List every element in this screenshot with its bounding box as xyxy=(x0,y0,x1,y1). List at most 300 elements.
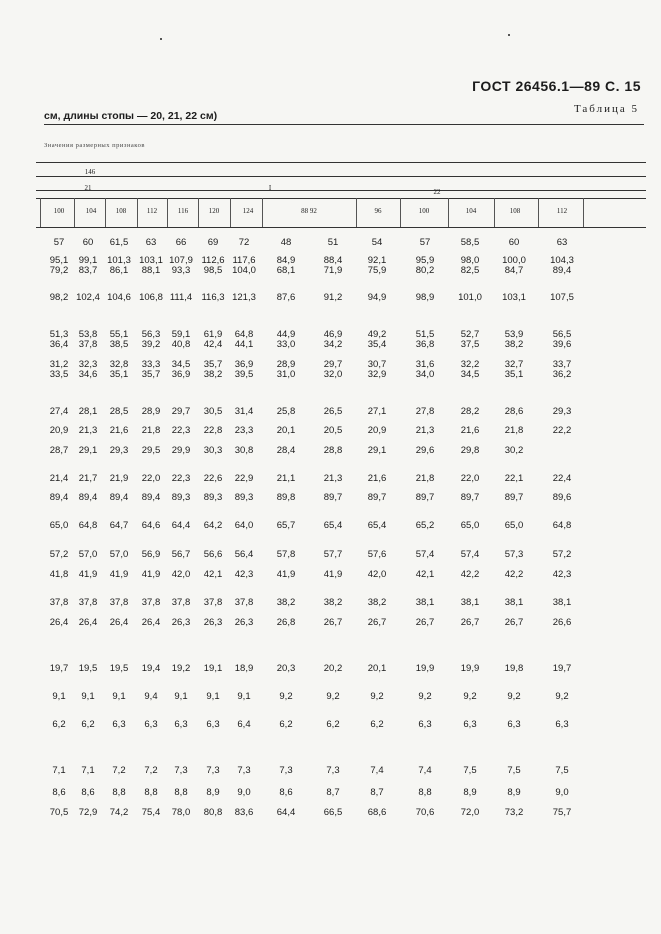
table-cell: 21,9 xyxy=(109,473,129,484)
column-divider xyxy=(74,198,75,227)
table-cell: 25,8 xyxy=(276,406,296,417)
group-label-22: 22 xyxy=(433,188,441,196)
table-cell: 7,5 xyxy=(555,765,569,776)
table-cell: 98,2 xyxy=(49,292,69,303)
table-cell: 75,4 xyxy=(141,807,161,818)
table-cell: 36,9 39,5 xyxy=(234,359,254,380)
table-cell: 57,4 xyxy=(460,549,480,560)
table-cell: 57,6 xyxy=(367,549,387,560)
table-cell: 74,2 xyxy=(109,807,129,818)
table-cell: 6,3 xyxy=(418,719,432,730)
table-cell: 70,5 xyxy=(49,807,69,818)
table-cell: 8,7 xyxy=(326,787,340,798)
column-header: 112 xyxy=(556,207,568,215)
table-cell: 26,7 xyxy=(367,617,387,628)
table-cell: 19,1 xyxy=(203,663,223,674)
table-cell: 28,9 31,0 xyxy=(276,359,296,380)
table-cell: 51,5 36,8 xyxy=(415,329,435,350)
table-cell: 89,4 xyxy=(109,492,129,503)
table-cell: 32,2 34,5 xyxy=(460,359,480,380)
table-cell: 21,3 xyxy=(415,425,435,436)
table-cell: 20,2 xyxy=(323,663,343,674)
table-cell: 38,2 xyxy=(367,597,387,608)
table-cell: 66,5 xyxy=(323,807,343,818)
table-cell: 21,8 xyxy=(504,425,524,436)
table-cell: 29,1 xyxy=(78,445,98,456)
table-cell: 38,1 xyxy=(552,597,572,608)
table-cell: 56,4 xyxy=(234,549,254,560)
column-divider xyxy=(167,198,168,227)
table-cell: 53,8 37,8 xyxy=(78,329,98,350)
table-cell: 7,3 xyxy=(279,765,293,776)
table-cell: 9,4 xyxy=(144,691,158,702)
table-cell: 56,5 39,6 xyxy=(552,329,572,350)
column-divider xyxy=(538,198,539,227)
table-cell: 8,9 xyxy=(507,787,521,798)
table-cell: 42,0 xyxy=(367,569,387,580)
table-cell: 26,7 xyxy=(504,617,524,628)
column-header: 88 92 xyxy=(301,207,317,215)
table-cell: 89,7 xyxy=(323,492,343,503)
table-cell: 6,3 xyxy=(555,719,569,730)
table-cell: 117,6 104,0 xyxy=(232,255,256,276)
table-cell: 26,3 xyxy=(203,617,223,628)
table-cell: 8,8 xyxy=(112,787,126,798)
table-cell: 69 xyxy=(207,237,219,248)
table-cell: 57,4 xyxy=(415,549,435,560)
table-cell: 30,8 xyxy=(234,445,254,456)
table-cell: 9,1 xyxy=(237,691,251,702)
column-divider xyxy=(137,198,138,227)
table-cell: 64,4 xyxy=(276,807,296,818)
table-cell: 80,8 xyxy=(203,807,223,818)
table-cell: 7,5 xyxy=(507,765,521,776)
table-cell: 6,3 xyxy=(463,719,477,730)
table-cell: 75,7 xyxy=(552,807,572,818)
table-cell: 42,3 xyxy=(234,569,254,580)
table-cell: 19,7 xyxy=(552,663,572,674)
table-cell: 57 xyxy=(419,237,431,248)
table-cell: 89,4 xyxy=(141,492,161,503)
table-cell: 6,2 xyxy=(52,719,66,730)
table-cell: 42,1 xyxy=(415,569,435,580)
table-cell: 65,4 xyxy=(367,520,387,531)
table-cell: 89,4 xyxy=(49,492,69,503)
table-cell: 65,0 xyxy=(49,520,69,531)
table-cell: 28,6 xyxy=(504,406,524,417)
table-cell: 64,8 44,1 xyxy=(234,329,254,350)
table-cell: 116,3 xyxy=(201,292,225,303)
table-cell: 111,4 xyxy=(169,292,193,303)
table-cell: 60 xyxy=(508,237,520,248)
table-cell: 6,2 xyxy=(326,719,340,730)
table-cell: 28,7 xyxy=(49,445,69,456)
table-cell: 57,0 xyxy=(109,549,129,560)
table-cell: 30,3 xyxy=(203,445,223,456)
column-header: 104 xyxy=(465,207,477,215)
table-cell: 21,6 xyxy=(460,425,480,436)
table-cell: 20,1 xyxy=(276,425,296,436)
table-cell: 41,9 xyxy=(109,569,129,580)
table-cell: 26,4 xyxy=(49,617,69,628)
table-cell: 41,8 xyxy=(49,569,69,580)
table-cell: 20,9 xyxy=(367,425,387,436)
table-cell: 66 xyxy=(175,237,187,248)
table-cell: 29,5 xyxy=(141,445,161,456)
table-cell: 30,2 xyxy=(504,445,524,456)
table-cell: 21,3 xyxy=(323,473,343,484)
column-header: 100 xyxy=(53,207,65,215)
table-cell: 6,3 xyxy=(144,719,158,730)
table-cell: 31,4 xyxy=(234,406,254,417)
table-cell: 65,0 xyxy=(504,520,524,531)
table-cell: 57,3 xyxy=(504,549,524,560)
table-cell: 107,9 93,3 xyxy=(169,255,193,276)
table-cell: 100,0 84,7 xyxy=(502,255,526,276)
table-cell: 26,7 xyxy=(415,617,435,628)
group-top-label: 146 xyxy=(84,168,96,176)
column-header: 104 xyxy=(85,207,97,215)
table-cell: 26,8 xyxy=(276,617,296,628)
table-cell: 22,4 xyxy=(552,473,572,484)
table-cell: 63 xyxy=(145,237,157,248)
table-cell: 91,2 xyxy=(323,292,343,303)
table-cell: 7,1 xyxy=(81,765,95,776)
table-cell: 22,0 xyxy=(460,473,480,484)
table-cell: 7,3 xyxy=(174,765,188,776)
table-cell: 8,9 xyxy=(206,787,220,798)
table-cell: 37,8 xyxy=(141,597,161,608)
table-cell: 21,7 xyxy=(78,473,98,484)
table-cell: 8,9 xyxy=(463,787,477,798)
table-cell: 59,1 40,8 xyxy=(171,329,191,350)
table-cell: 37,8 xyxy=(234,597,254,608)
table-cell: 65,2 xyxy=(415,520,435,531)
table-cell: 57,8 xyxy=(276,549,296,560)
table-cell: 104,6 xyxy=(107,292,131,303)
table-cell: 89,3 xyxy=(234,492,254,503)
table-cell: 65,4 xyxy=(323,520,343,531)
table-cell: 89,7 xyxy=(504,492,524,503)
table-cell: 58,5 xyxy=(460,237,480,248)
table-cell: 65,0 xyxy=(460,520,480,531)
table-cell: 64,6 xyxy=(141,520,161,531)
table-cell: 37,8 xyxy=(49,597,69,608)
table-cell: 32,8 35,1 xyxy=(109,359,129,380)
column-header: 96 xyxy=(374,207,382,215)
column-divider xyxy=(262,198,263,227)
column-divider xyxy=(40,198,41,227)
column-divider xyxy=(105,198,106,227)
table-cell: 57,0 xyxy=(78,549,98,560)
table-cell: 64,4 xyxy=(171,520,191,531)
table-cell: 7,4 xyxy=(370,765,384,776)
table-cell: 21,8 xyxy=(415,473,435,484)
table-cell: 103,1 88,1 xyxy=(139,255,163,276)
table-cell: 7,2 xyxy=(112,765,126,776)
table-cell: 83,6 xyxy=(234,807,254,818)
table-cell: 65,7 xyxy=(276,520,296,531)
table-cell: 31,6 34,0 xyxy=(415,359,435,380)
table-cell: 26,4 xyxy=(141,617,161,628)
table-cell: 89,7 xyxy=(415,492,435,503)
column-header: 120 xyxy=(208,207,220,215)
table-cell: 21,1 xyxy=(276,473,296,484)
table-cell: 8,6 xyxy=(52,787,66,798)
table-cell: 53,9 38,2 xyxy=(504,329,524,350)
table-cell: 112,6 98,5 xyxy=(201,255,225,276)
table-cell: 29,6 xyxy=(415,445,435,456)
column-divider xyxy=(230,198,231,227)
table-cell: 19,5 xyxy=(78,663,98,674)
table-cell: 9,2 xyxy=(418,691,432,702)
table-cell: 89,3 xyxy=(171,492,191,503)
table-cell: 27,4 xyxy=(49,406,69,417)
table-cell: 7,3 xyxy=(237,765,251,776)
table-cell: 22,6 xyxy=(203,473,223,484)
table-cell: 26,3 xyxy=(171,617,191,628)
table-cell: 88,4 71,9 xyxy=(323,255,343,276)
table-cell: 44,9 33,0 xyxy=(276,329,296,350)
table-cell: 103,1 xyxy=(502,292,526,303)
table-cell: 38,1 xyxy=(460,597,480,608)
table-cell: 8,7 xyxy=(370,787,384,798)
table-cell: 21,8 xyxy=(141,425,161,436)
column-divider xyxy=(494,198,495,227)
table-cell: 78,0 xyxy=(171,807,191,818)
table-cell: 72 xyxy=(238,237,250,248)
group-label-21: 21 xyxy=(84,184,92,192)
table-cell: 9,1 xyxy=(112,691,126,702)
table-cell: 99,1 83,7 xyxy=(78,255,98,276)
table-cell: 32,3 34,6 xyxy=(78,359,98,380)
table-cell: 28,8 xyxy=(323,445,343,456)
table-cell: 22,1 xyxy=(504,473,524,484)
dot-mark xyxy=(160,38,162,40)
table-cell: 22,9 xyxy=(234,473,254,484)
table-cell: 23,3 xyxy=(234,425,254,436)
table-cell: 57,7 xyxy=(323,549,343,560)
table-cell: 64,0 xyxy=(234,520,254,531)
table-cell: 38,2 xyxy=(323,597,343,608)
table-cell: 54 xyxy=(371,237,383,248)
table-cell: 56,3 39,2 xyxy=(141,329,161,350)
table-cell: 42,2 xyxy=(460,569,480,580)
table-cell: 9,2 xyxy=(463,691,477,702)
table-cell: 9,1 xyxy=(206,691,220,702)
table-cell: 42,3 xyxy=(552,569,572,580)
table-cell: 21,6 xyxy=(109,425,129,436)
table-cell: 21,3 xyxy=(78,425,98,436)
table-cell: 38,1 xyxy=(504,597,524,608)
table-cell: 29,8 xyxy=(460,445,480,456)
table-cell: 7,5 xyxy=(463,765,477,776)
table-cell: 61,9 42,4 xyxy=(203,329,223,350)
table-cell: 6,2 xyxy=(81,719,95,730)
table-cell: 22,3 xyxy=(171,473,191,484)
table-cell: 6,3 xyxy=(174,719,188,730)
table-caption: Значения размерных признаков xyxy=(44,142,145,149)
table-cell: 21,4 xyxy=(49,473,69,484)
table-cell: 20,5 xyxy=(323,425,343,436)
table-cell: 7,1 xyxy=(52,765,66,776)
table-cell: 7,4 xyxy=(418,765,432,776)
table-cell: 87,6 xyxy=(276,292,296,303)
table-cell: 89,7 xyxy=(367,492,387,503)
table-cell: 89,6 xyxy=(552,492,572,503)
table-cell: 8,6 xyxy=(81,787,95,798)
table-cell: 9,2 xyxy=(507,691,521,702)
table-cell: 19,9 xyxy=(415,663,435,674)
page-subtitle: см, длины стопы — 20, 21, 22 см) xyxy=(44,110,218,122)
table-cell: 72,9 xyxy=(78,807,98,818)
table-cell: 26,4 xyxy=(78,617,98,628)
table-cell: 56,7 xyxy=(171,549,191,560)
table-cell: 29,3 xyxy=(109,445,129,456)
table-cell: 22,2 xyxy=(552,425,572,436)
table-cell: 41,9 xyxy=(78,569,98,580)
table-cell: 9,2 xyxy=(555,691,569,702)
table-cell: 19,5 xyxy=(109,663,129,674)
table-cell: 37,8 xyxy=(171,597,191,608)
table-cell: 38,1 xyxy=(415,597,435,608)
table-cell: 6,3 xyxy=(206,719,220,730)
table-cell: 61,5 xyxy=(109,237,129,248)
table-cell: 32,7 35,1 xyxy=(504,359,524,380)
table-cell: 29,7 xyxy=(171,406,191,417)
table-cell: 9,2 xyxy=(370,691,384,702)
table-cell: 7,3 xyxy=(206,765,220,776)
table-cell: 33,3 35,7 xyxy=(141,359,161,380)
table-cell: 29,3 xyxy=(552,406,572,417)
column-divider xyxy=(198,198,199,227)
table-cell: 41,9 xyxy=(323,569,343,580)
table-cell: 7,2 xyxy=(144,765,158,776)
table-cell: 38,2 xyxy=(276,597,296,608)
table-cell: 35,7 38,2 xyxy=(203,359,223,380)
header-rule-4 xyxy=(36,198,646,199)
table-cell: 19,9 xyxy=(460,663,480,674)
column-divider xyxy=(448,198,449,227)
table-cell: 19,7 xyxy=(49,663,69,674)
table-cell: 57 xyxy=(53,237,65,248)
table-cell: 121,3 xyxy=(232,292,256,303)
dot-mark xyxy=(508,34,510,36)
table-cell: 26,7 xyxy=(323,617,343,628)
table-cell: 6,4 xyxy=(237,719,251,730)
table-cell: 26,5 xyxy=(323,406,343,417)
table-cell: 21,6 xyxy=(367,473,387,484)
table-cell: 27,1 xyxy=(367,406,387,417)
table-cell: 20,9 xyxy=(49,425,69,436)
table-cell: 9,2 xyxy=(279,691,293,702)
table-cell: 49,2 35,4 xyxy=(367,329,387,350)
table-cell: 20,3 xyxy=(276,663,296,674)
table-cell: 8,8 xyxy=(144,787,158,798)
column-header: 100 xyxy=(418,207,430,215)
table-cell: 26,3 xyxy=(234,617,254,628)
table-cell: 46,9 34,2 xyxy=(323,329,343,350)
table-cell: 28,1 xyxy=(78,406,98,417)
header-rule-1 xyxy=(36,162,646,163)
table-cell: 70,6 xyxy=(415,807,435,818)
table-cell: 41,9 xyxy=(276,569,296,580)
table-cell: 64,8 xyxy=(78,520,98,531)
table-cell: 64,8 xyxy=(552,520,572,531)
table-cell: 19,2 xyxy=(171,663,191,674)
table-cell: 18,9 xyxy=(234,663,254,674)
table-cell: 6,2 xyxy=(279,719,293,730)
table-cell: 7,3 xyxy=(326,765,340,776)
table-cell: 51,3 36,4 xyxy=(49,329,69,350)
table-cell: 22,8 xyxy=(203,425,223,436)
column-divider xyxy=(583,198,584,227)
table-cell: 94,9 xyxy=(367,292,387,303)
table-cell: 57,2 xyxy=(552,549,572,560)
group-label-mid: I xyxy=(268,184,272,192)
table-label: Таблица 5 xyxy=(573,103,639,115)
table-cell: 28,4 xyxy=(276,445,296,456)
table-cell: 28,5 xyxy=(109,406,129,417)
table-cell: 22,0 xyxy=(141,473,161,484)
table-cell: 28,2 xyxy=(460,406,480,417)
table-cell: 42,2 xyxy=(504,569,524,580)
table-cell: 34,5 36,9 xyxy=(171,359,191,380)
table-cell: 9,1 xyxy=(52,691,66,702)
table-cell: 52,7 37,5 xyxy=(460,329,480,350)
table-cell: 8,6 xyxy=(279,787,293,798)
table-cell: 27,8 xyxy=(415,406,435,417)
table-cell: 106,8 xyxy=(139,292,163,303)
column-divider xyxy=(356,198,357,227)
table-cell: 22,3 xyxy=(171,425,191,436)
header-rule-5 xyxy=(36,227,646,228)
column-header: 108 xyxy=(115,207,127,215)
table-cell: 68,6 xyxy=(367,807,387,818)
table-cell: 73,2 xyxy=(504,807,524,818)
table-cell: 92,1 75,9 xyxy=(367,255,387,276)
table-cell: 37,8 xyxy=(203,597,223,608)
table-cell: 6,3 xyxy=(507,719,521,730)
standard-header: ГОСТ 26456.1—89 С. 15 xyxy=(472,78,641,94)
table-cell: 95,1 79,2 xyxy=(49,255,69,276)
table-cell: 89,3 xyxy=(203,492,223,503)
table-cell: 26,7 xyxy=(460,617,480,628)
table-cell: 72,0 xyxy=(460,807,480,818)
table-cell: 107,5 xyxy=(550,292,574,303)
table-cell: 20,1 xyxy=(367,663,387,674)
table-cell: 26,6 xyxy=(552,617,572,628)
table-cell: 8,8 xyxy=(418,787,432,798)
table-cell: 48 xyxy=(280,237,292,248)
subtitle-rule xyxy=(44,124,644,125)
table-cell: 63 xyxy=(556,237,568,248)
table-cell: 64,2 xyxy=(203,520,223,531)
column-divider xyxy=(400,198,401,227)
table-cell: 29,9 xyxy=(171,445,191,456)
table-cell: 9,0 xyxy=(555,787,569,798)
table-cell: 98,9 xyxy=(415,292,435,303)
table-cell: 95,9 80,2 xyxy=(415,255,435,276)
table-cell: 60 xyxy=(82,237,94,248)
table-cell: 42,1 xyxy=(203,569,223,580)
table-cell: 101,0 xyxy=(458,292,482,303)
table-cell: 102,4 xyxy=(76,292,100,303)
table-cell: 51 xyxy=(327,237,339,248)
table-cell: 57,2 xyxy=(49,549,69,560)
table-cell: 89,7 xyxy=(460,492,480,503)
header-rule-2 xyxy=(36,176,646,177)
